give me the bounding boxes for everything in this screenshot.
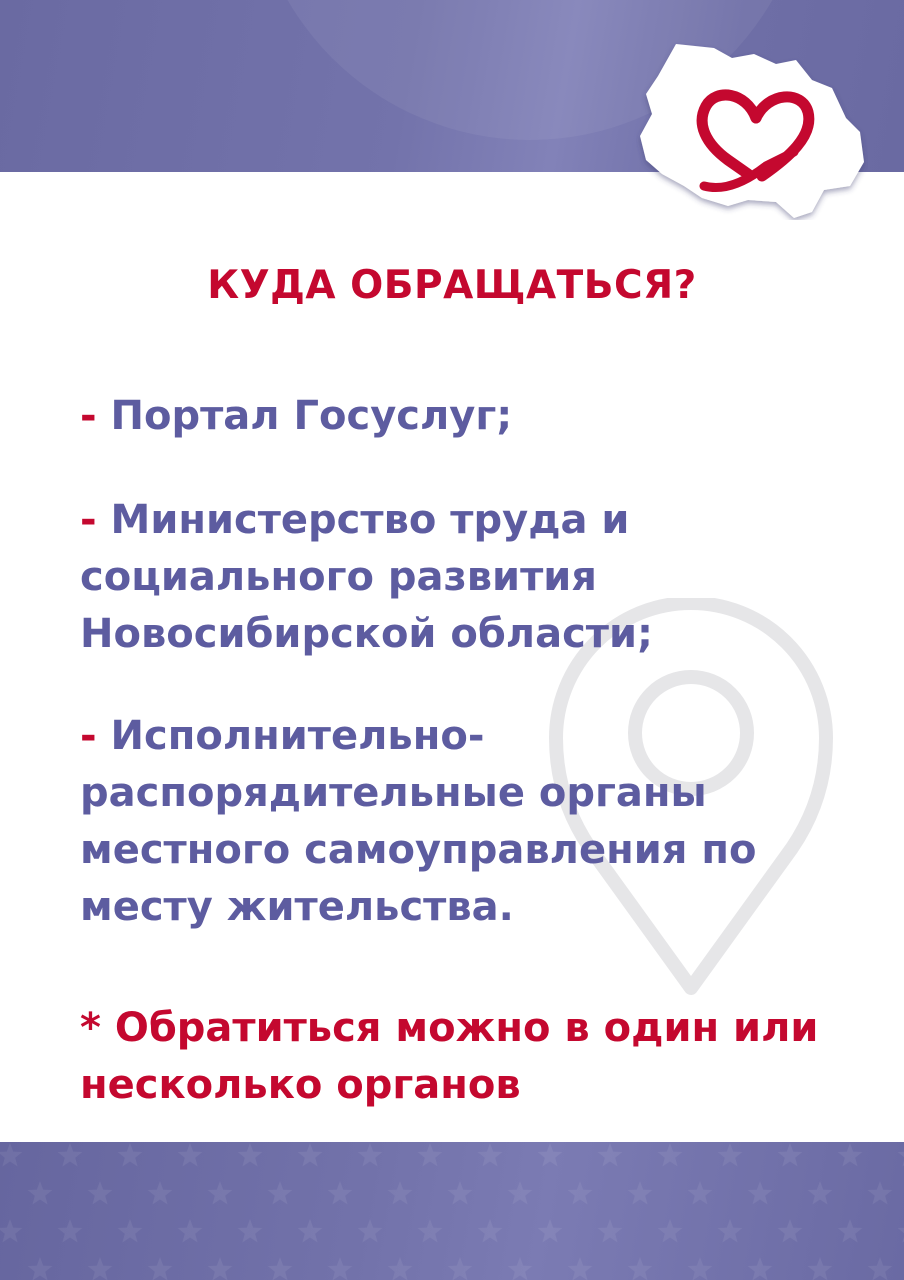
decor-star — [538, 1143, 563, 1167]
decor-star — [178, 1219, 203, 1243]
list-item-gosuslugi — [80, 388, 870, 445]
decor-star — [28, 1257, 53, 1280]
decor-star — [838, 1143, 863, 1167]
decor-star — [208, 1257, 233, 1280]
decor-star — [718, 1143, 743, 1167]
decor-star — [238, 1143, 263, 1167]
star-pattern — [0, 1142, 904, 1280]
decor-star — [88, 1257, 113, 1280]
decor-star — [118, 1143, 143, 1167]
decor-star — [328, 1257, 353, 1280]
list-item-text: Министерство труда и социального развития Новосибирской области; — [80, 497, 653, 657]
list-dash: - — [80, 713, 111, 759]
decor-star — [568, 1181, 593, 1205]
footnote: * Обратиться можно в один или несколько органов — [80, 1005, 819, 1108]
decor-star — [418, 1219, 443, 1243]
decor-star — [268, 1181, 293, 1205]
decor-star — [598, 1219, 623, 1243]
decor-star — [868, 1181, 893, 1205]
decor-star — [298, 1143, 323, 1167]
decor-star — [628, 1181, 653, 1205]
decor-star — [748, 1257, 773, 1280]
decor-star — [478, 1143, 503, 1167]
decor-star — [58, 1143, 83, 1167]
decor-star — [298, 1219, 323, 1243]
decor-star — [568, 1257, 593, 1280]
decor-star — [88, 1181, 113, 1205]
decor-star — [208, 1181, 233, 1205]
decor-star — [748, 1181, 773, 1205]
decor-star — [628, 1257, 653, 1280]
decor-star — [0, 1219, 22, 1243]
decor-star — [238, 1219, 263, 1243]
footer-band — [0, 1142, 904, 1280]
decor-star — [778, 1219, 803, 1243]
decor-star — [118, 1219, 143, 1243]
decor-star — [418, 1143, 443, 1167]
decor-star — [658, 1143, 683, 1167]
decor-star — [148, 1181, 173, 1205]
list-item-text: Портал Госуслуг; — [110, 393, 513, 439]
decor-star — [508, 1257, 533, 1280]
decor-star — [508, 1181, 533, 1205]
list-item-ministry — [80, 492, 870, 663]
decor-star — [898, 1143, 904, 1167]
decor-star — [148, 1257, 173, 1280]
decor-star — [328, 1181, 353, 1205]
list-item-local-government — [80, 708, 870, 936]
decor-star — [688, 1181, 713, 1205]
list-dash: - — [80, 497, 111, 543]
decor-star — [598, 1143, 623, 1167]
list-item-text: Исполнительно-распорядительные органы местного самоуправления по месту жительства. — [80, 713, 757, 930]
decor-star — [388, 1257, 413, 1280]
decor-star — [808, 1257, 833, 1280]
decor-star — [478, 1219, 503, 1243]
list-dash: - — [80, 393, 111, 439]
decor-star — [448, 1181, 473, 1205]
page-title: КУДА ОБРАЩАТЬСЯ? — [207, 263, 697, 308]
decor-star — [808, 1181, 833, 1205]
decor-star — [358, 1143, 383, 1167]
decor-star — [178, 1143, 203, 1167]
decor-star — [0, 1143, 22, 1167]
decor-star — [778, 1143, 803, 1167]
decor-star — [28, 1181, 53, 1205]
decor-star — [688, 1257, 713, 1280]
decor-star — [718, 1219, 743, 1243]
decor-star — [898, 1219, 904, 1243]
decor-star — [538, 1219, 563, 1243]
decor-star — [448, 1257, 473, 1280]
region-map-heart-icon — [636, 40, 868, 220]
decor-star — [58, 1219, 83, 1243]
decor-star — [838, 1219, 863, 1243]
decor-star — [268, 1257, 293, 1280]
decor-star — [658, 1219, 683, 1243]
decor-star — [388, 1181, 413, 1205]
decor-star — [358, 1219, 383, 1243]
decor-star — [868, 1257, 893, 1280]
